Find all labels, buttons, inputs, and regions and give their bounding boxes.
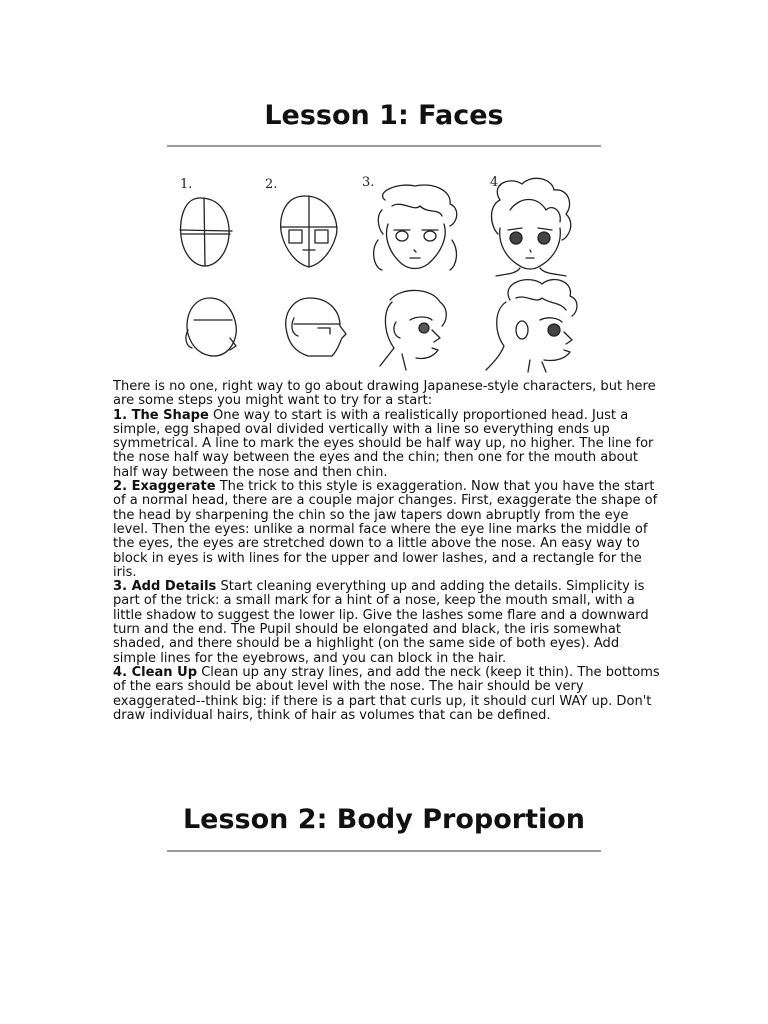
profile-face-step-1 <box>186 298 236 356</box>
step-4-text: Clean up any stray lines, and add the neck (keep it thin). The bottoms of the ears should be about level with the nose. The hair should be very exaggerated--think big: if there is a part that curls up, it should curl WAY up. Don't draw individual hairs, think of hair as volumes that can be defined. <box>113 664 660 723</box>
step-3-paragraph <box>113 580 661 666</box>
step-4-heading: 4. Clean Up <box>113 664 198 680</box>
face-sketches <box>170 170 600 375</box>
lesson-1-title: Lesson 1: Faces <box>264 100 504 131</box>
step-label-4: 4. <box>490 175 503 190</box>
step-3-text: Start cleaning everything up and adding the details. Simplicity is part of the trick: a small mark for a hint of a nose, keep the mouth small, with a little shadow to suggest the lower lip. Give the lashes some flare and a downward turn and the end. The Pupil should be elongated and black, the iris somewhat shaded, and there should be a highlight (on the same side of both eyes). Add simple lines for the eyebrows, and you can block in the hair. <box>113 579 649 666</box>
step-2-paragraph <box>113 480 661 580</box>
profile-face-step-4 <box>486 280 577 372</box>
step-2-heading: 2. Exaggerate <box>113 479 216 495</box>
step-2-text: The trick to this style is exaggeration. Now that you have the start of a normal head, there are a couple major changes. First, exaggerate the shape of the head by sharpening the chin so the jaw tapers down abruptly from the eye level. Then the eyes: unlike a normal face where the eye line marks the middle of the eyes, the eyes are stretched down to a little above the nose. An easy way to block in eyes is with lines for the upper and lower lashes, and a rectangle for the iris. <box>113 479 658 580</box>
step-label-3: 3. <box>362 175 375 190</box>
intro-paragraph: There is no one, right way to go about drawing Japanese-style characters, but here are some steps you might want to try for a start: <box>113 379 656 409</box>
lesson-1-body <box>113 380 661 723</box>
step-1-heading: 1. The Shape <box>113 407 209 423</box>
step-4-paragraph <box>113 666 661 723</box>
front-face-step-1 <box>180 198 232 266</box>
profile-face-step-3 <box>380 290 446 370</box>
step-label-2: 2. <box>265 177 278 192</box>
front-face-step-4 <box>492 178 571 276</box>
step-1-text: One way to start is with a realistically proportioned head. Just a simple, egg shaped oval divided vertically with a line so everything ends up symmetrical. A line to mark the eyes should be half way up, no higher. The line for the nose half way between the eyes and the chin; then one for the mouth about half way between the nose and then chin. <box>113 407 654 480</box>
step-1-paragraph <box>113 409 661 480</box>
step-3-heading: 3. Add Details <box>113 579 217 595</box>
front-face-step-2 <box>281 196 337 267</box>
front-face-step-3 <box>374 185 457 270</box>
title-divider-2 <box>167 850 601 852</box>
face-drawing-steps-figure <box>170 170 600 375</box>
lesson-2-title: Lesson 2: Body Proportion <box>182 804 586 835</box>
profile-face-step-2 <box>286 298 346 356</box>
step-label-1: 1. <box>180 177 193 192</box>
title-divider <box>167 145 601 147</box>
